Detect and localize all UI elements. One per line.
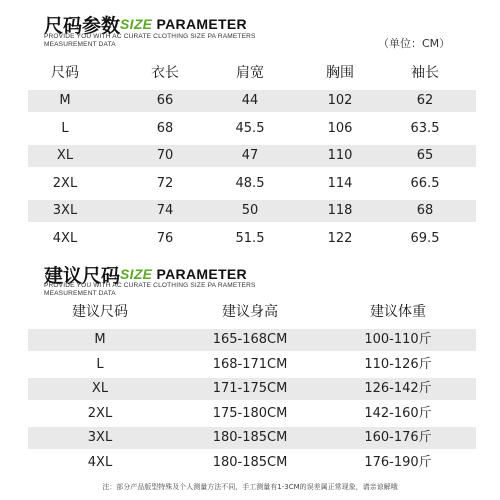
size-table-row [28,145,476,167]
size-table-header-cell: 尺码 [51,65,79,81]
size-table-header-row [28,62,476,84]
size-table-cell: L [61,120,69,136]
suggest-table-cell: 2XL [87,405,113,421]
size-table-cell: 68 [416,203,434,218]
size-table-cell: 3XL [52,203,78,218]
suggest-table-cell: 4XL [87,454,113,470]
size-title-rest: PARAMETER [156,16,247,32]
suggest-table-cell: XL [91,381,109,396]
size-table-header-cell: 胸围 [326,65,354,81]
suggest-table-row [28,354,476,376]
size-subtitle [44,33,256,49]
unit-label: （单位：CM） [378,37,451,50]
suggest-table-cell: M [94,332,106,347]
suggest-title-accent: SIZE [120,266,153,282]
size-table-cell: 70 [156,148,174,163]
suggest-table-header-cell: 建议身高 [222,304,278,320]
suggest-subtitle [44,282,256,298]
size-subtitle-line2: MEASUREMENT DATA [44,41,116,48]
size-table-cell: 51.5 [235,230,265,246]
suggest-table-cell: 168-171CM [212,356,288,372]
suggest-title-en [120,266,247,282]
size-table-cell: 44 [241,93,259,108]
suggest-table-header-cell: 建议体重 [370,304,426,320]
size-table-row [28,173,476,195]
suggest-table-cell: 110-126斤 [364,356,432,372]
size-table-row [28,200,476,222]
suggest-table-cell: 142-160斤 [364,405,432,421]
size-table-cell: 45.5 [235,120,265,136]
suggest-table-row [28,378,476,400]
size-table-row [28,118,476,140]
size-table-header-cell: 肩宽 [236,65,264,81]
suggest-table-cell: 171-175CM [212,381,288,396]
suggest-table-cell: 180-185CM [212,454,288,470]
size-title-en [120,16,247,32]
suggest-table-row [28,403,476,425]
suggest-table-cell: 165-168CM [212,332,288,347]
size-table-cell: 48.5 [235,175,265,191]
size-table-cell: 62 [416,93,434,108]
size-table-cell: 114 [327,175,353,191]
suggest-table-row [28,452,476,474]
suggest-subtitle-line2: MEASUREMENT DATA [44,290,116,297]
suggest-table-header-cell: 建议尺码 [72,304,128,320]
size-table-header-cell: 衣长 [151,65,179,81]
size-table-cell: 102 [327,93,353,108]
size-table-cell: 4XL [52,230,78,246]
size-table-cell: 66 [156,93,174,108]
size-table-cell: 69.5 [410,230,440,246]
size-table-cell: 76 [156,230,174,246]
suggest-table-cell: 3XL [87,430,113,445]
size-table-cell: 47 [241,148,259,163]
footnote: 注：部分产品版型特殊及个人测量方法不同，手工测量有1-3CM的误差属正常现象，请亲谅解哦 [102,483,398,491]
suggest-table-cell: 175-180CM [212,405,288,421]
size-table-cell: 63.5 [410,120,440,136]
suggest-table-row [28,427,476,449]
size-table-cell: 50 [241,203,259,218]
size-table-cell: 68 [156,120,174,136]
suggest-table-row [28,329,476,351]
suggest-table-cell: L [96,356,104,372]
size-table-header-cell: 袖长 [411,65,439,81]
suggest-table-header-row [28,301,476,323]
suggest-table-cell: 126-142斤 [364,381,432,396]
size-table-cell: 106 [327,120,353,136]
size-table-row [28,228,476,250]
suggest-table-cell: 176-190斤 [364,454,432,470]
size-table-cell: 66.5 [410,175,440,191]
size-table-cell: 118 [327,203,353,218]
size-table-cell: 74 [156,203,174,218]
size-table-cell: 72 [156,175,174,191]
suggest-title-rest: PARAMETER [156,266,247,282]
suggest-table-cell: 100-110斤 [364,332,432,347]
size-table-row [28,90,476,112]
size-title-accent: SIZE [120,16,153,32]
suggest-table-cell: 180-185CM [212,430,288,445]
size-subtitle-line1: PROVIDE YOU WITH AC CURATE CLOTHING SIZE PA RAMETERS [44,33,256,40]
suggest-title-zh: 建议尺码 [44,265,121,287]
suggest-subtitle-line1: PROVIDE YOU WITH AC CURATE CLOTHING SIZE PA RAMETERS [44,282,256,289]
size-table-cell: 122 [327,230,353,246]
size-title-zh: 尺码参数 [44,15,121,37]
size-table-cell: M [59,93,71,108]
size-table-cell: 65 [416,148,434,163]
size-table-cell: 2XL [52,175,78,191]
size-table-cell: XL [56,148,74,163]
size-table-cell: 110 [327,148,353,163]
suggest-table-cell: 160-176斤 [364,430,432,445]
